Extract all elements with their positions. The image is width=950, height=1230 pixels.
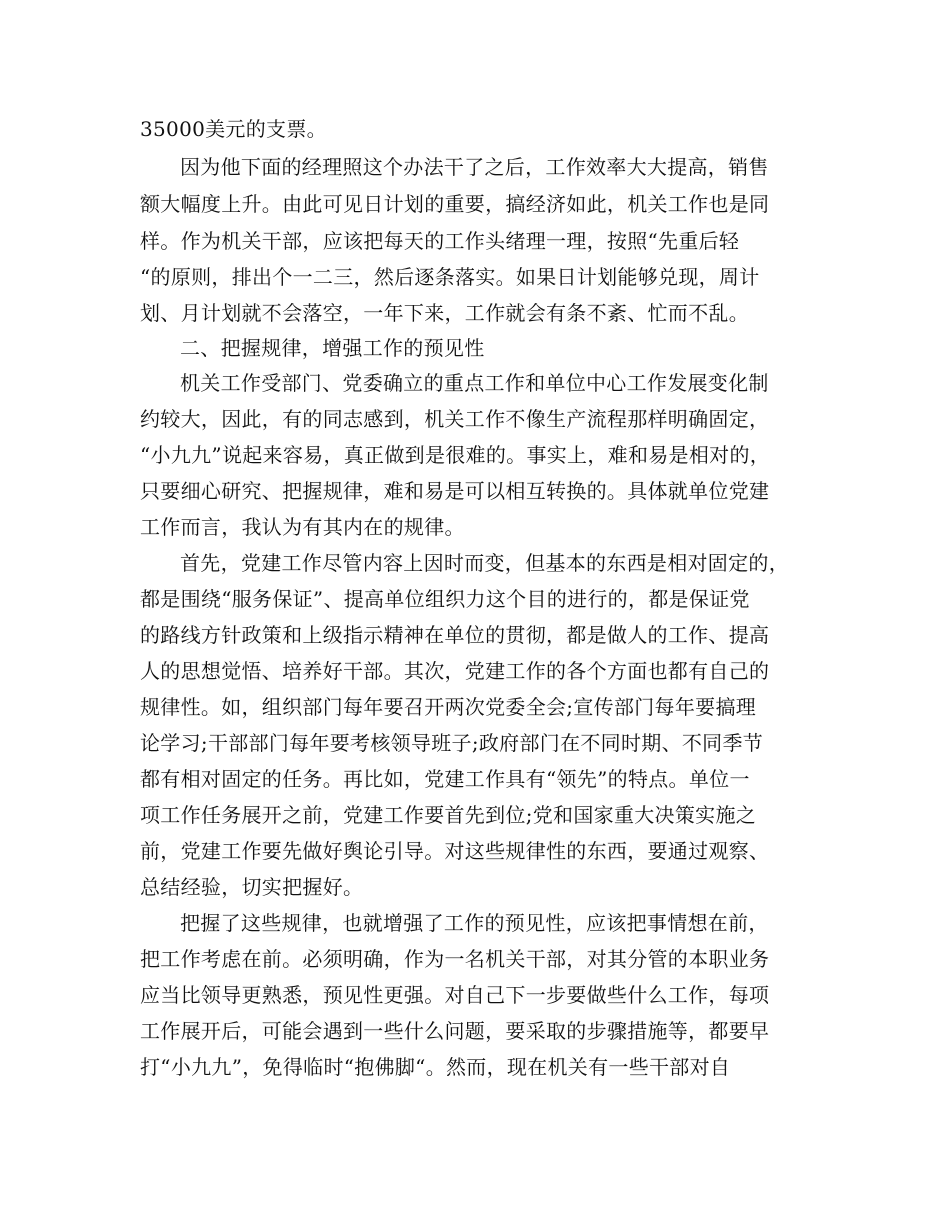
- text-line-1: 35000美元的支票。: [140, 117, 327, 141]
- text-line-11: 只要细心研究、把握规律，难和易是可以相互转换的。具体就单位党建: [140, 479, 770, 503]
- text-line-16: 人的思想觉悟、培养好干部。其次，党建工作的各个方面也都有自己的: [140, 659, 770, 683]
- text-line-19: 都有相对固定的任务。再比如，党建工作具有“领先”的特点。单位一: [140, 767, 750, 791]
- text-line-13: 首先，党建工作尽管内容上因时而变，但基本的东西是相对固定的，: [180, 551, 789, 575]
- text-line-26: 工作展开后，可能会遇到一些什么问题，要采取的步骤措施等，都要早: [140, 1019, 770, 1043]
- text-line-2: 因为他下面的经理照这个办法干了之后，工作效率大大提高，销售: [180, 155, 769, 179]
- text-line-23: 把握了这些规律，也就增强了工作的预见性，应该把事情想在前，: [180, 911, 769, 935]
- text-line-10: “小九九”说起来容易，真正做到是很难的。事实上，难和易是相对的，: [140, 443, 771, 467]
- text-line-5: “的原则，排出个一二三，然后逐条落实。如果日计划能够兑现，周计: [140, 265, 760, 289]
- text-line-4: 样。作为机关干部，应该把每天的工作头绪理一理，按照“先重后轻: [140, 229, 740, 253]
- text-line-9: 约较大，因此，有的同志感到，机关工作不像生产流程那样明确固定，: [140, 407, 770, 431]
- text-line-8: 机关工作受部门、党委确立的重点工作和单位中心工作发展变化制: [180, 371, 769, 395]
- text-line-21: 前，党建工作要先做好舆论引导。对这些规律性的东西，要通过观察、: [140, 839, 770, 863]
- text-line-27: 打“小九九”，免得临时“抱佛脚“。然而，现在机关有一些干部对自: [140, 1055, 731, 1079]
- text-line-18: 论学习;干部部门每年要考核领导班子;政府部门在不同时期、不同季节: [140, 731, 764, 755]
- text-line-17: 规律性。如，组织部门每年要召开两次党委全会;宣传部门每年要搞理: [140, 695, 757, 719]
- text-line-6: 划、月计划就不会落空，一年下来，工作就会有条不紊、忙而不乱。: [140, 301, 749, 325]
- text-line-25: 应当比领导更熟悉，预见性更强。对自己下一步要做些什么工作，每项: [140, 983, 770, 1007]
- text-line-3: 额大幅度上升。由此可见日计划的重要，搞经济如此，机关工作也是同: [140, 192, 770, 216]
- text-line-24: 把工作考虑在前。必须明确，作为一名机关干部，对其分管的本职业务: [140, 947, 770, 971]
- text-line-12: 工作而言，我认为有其内在的规律。: [140, 515, 465, 539]
- text-line-15: 的路线方针政策和上级指示精神在单位的贯彻，都是做人的工作、提高: [140, 623, 770, 647]
- section-heading: 二、把握规律，增强工作的预见性: [180, 336, 485, 360]
- text-line-20: 项工作任务展开之前，党建工作要首先到位;党和国家重大决策实施之: [140, 803, 757, 827]
- text-line-22: 总结经验，切实把握好。: [140, 875, 364, 899]
- text-line-14: 都是围绕“服务保证”、提高单位组织力这个目的进行的，都是保证党: [140, 587, 750, 611]
